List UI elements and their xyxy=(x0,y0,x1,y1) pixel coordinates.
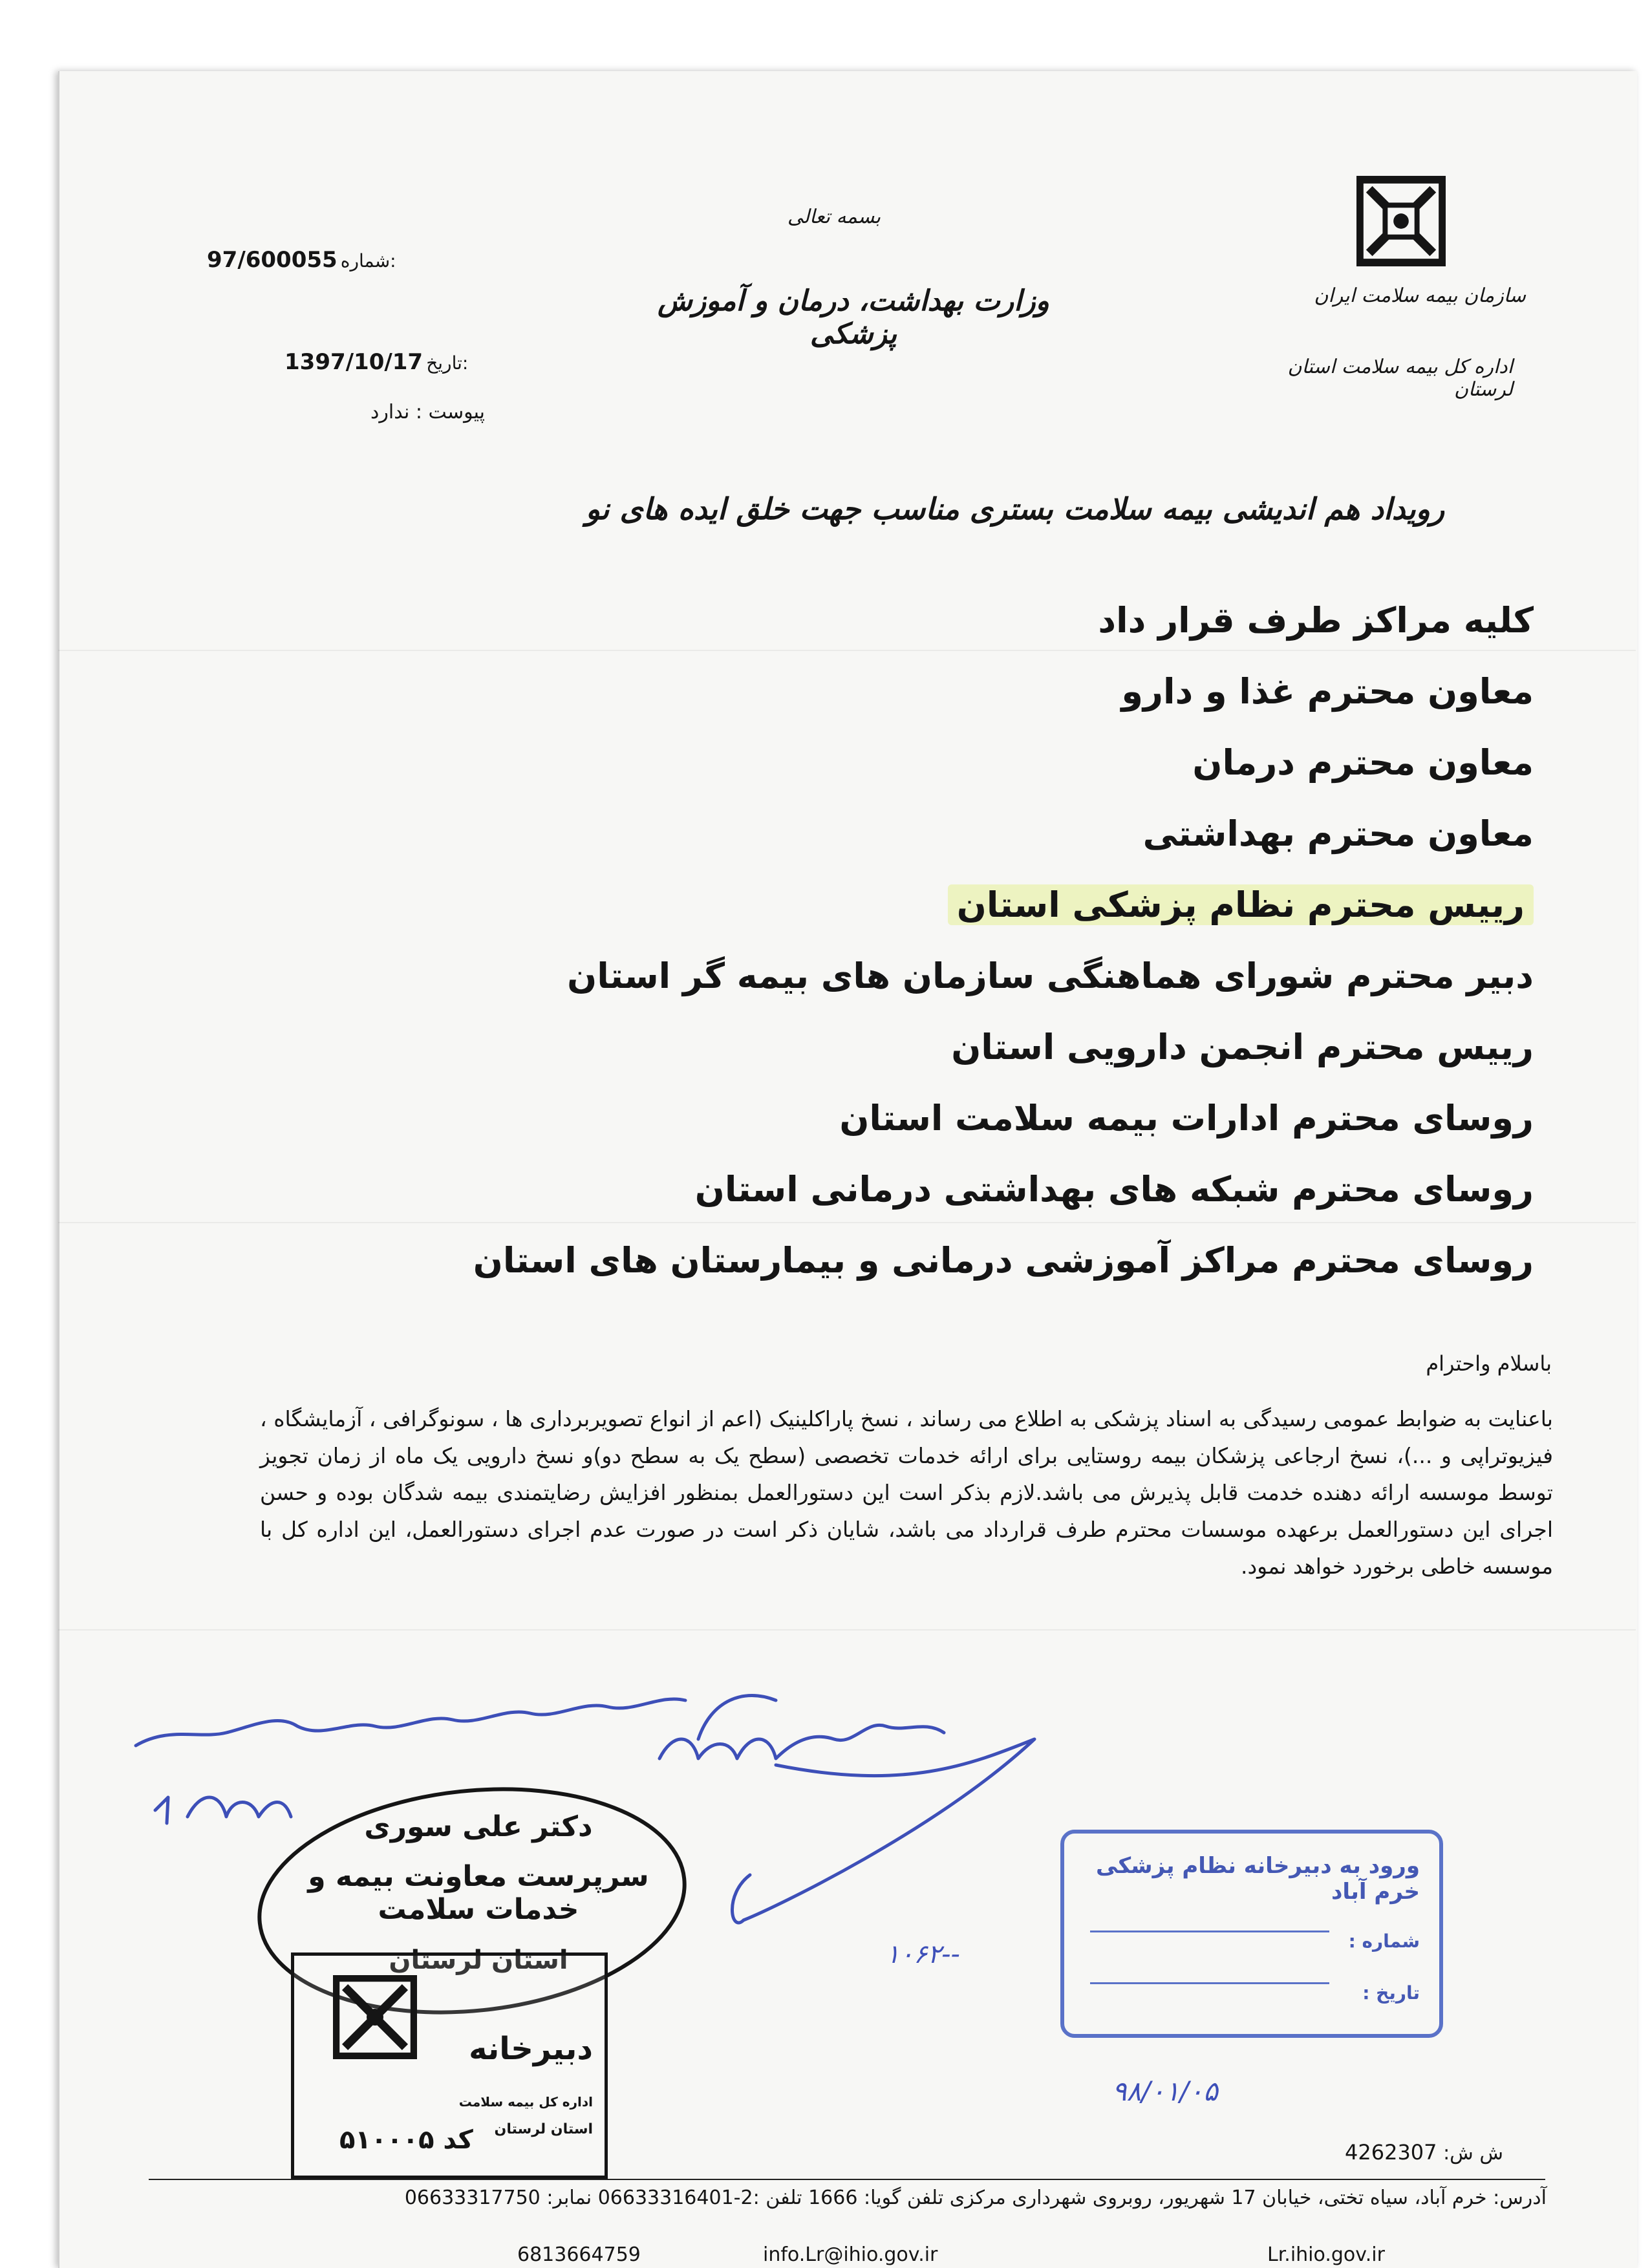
footer-postal-code: 6813664759 xyxy=(517,2243,641,2266)
receipt-number-label: شماره : xyxy=(1348,1931,1420,1952)
attachment-label: پیوست : xyxy=(415,401,485,423)
letter-subject: رویداد هم اندیشی بیمه سلامت بستری مناسب جهت خلق ایده های نو xyxy=(585,491,1445,526)
footer-divider xyxy=(149,2179,1545,2180)
receipt-date-line xyxy=(1090,1982,1329,1984)
letter-number-label: شماره: xyxy=(340,250,396,272)
signature-block xyxy=(297,1810,659,1975)
org-name: سازمان بیمه سلامت ایران xyxy=(1314,284,1526,307)
recipient: معاون محترم غذا و دارو xyxy=(1121,671,1534,712)
greeting: باسلام واحترام xyxy=(1426,1351,1552,1376)
recipient-highlighted xyxy=(241,870,1534,941)
stamp-code: کد ۵۱۰۰۰۵ xyxy=(339,2125,473,2155)
letter-date-label: تاریخ: xyxy=(426,352,469,374)
insurance-logo-icon xyxy=(1356,176,1446,266)
handwritten-number: ۱۰۶۲-- xyxy=(886,1940,960,1969)
stamp-org: اداره کل بیمه سلامت xyxy=(458,2094,593,2110)
recipient-highlight: رییس محترم نظام پزشکی استان xyxy=(948,884,1534,925)
recipients-list xyxy=(241,585,1534,1296)
secretariat-stamp xyxy=(291,1952,608,2179)
insurance-logo-icon xyxy=(333,1975,417,2059)
ministry-title: وزارت بهداشت، درمان و آموزش پزشکی xyxy=(658,284,1049,350)
registration-label: ش ش: xyxy=(1443,2142,1503,2165)
recipient: روسای محترم ادارات بیمه سلامت استان xyxy=(839,1098,1534,1139)
registration-number: 4262307 xyxy=(1345,2140,1437,2165)
recipient: معاون محترم درمان xyxy=(1192,742,1534,783)
signatory-province: استان لرستان xyxy=(389,1945,568,1975)
handwritten-date: ۹۸/۰۱/۰۵ xyxy=(1112,2075,1218,2107)
receipt-stamp xyxy=(1060,1830,1443,2038)
footer-website[interactable]: Lr.ihio.gov.ir xyxy=(1267,2243,1385,2266)
letter-body: باعنایت به ضوابط عمومی رسیدگی به اسناد پزشکی به اطلاع می رساند ، نسخ پاراکلینیک (اعم از انواع تصویربرداری ها ، سونوگرافی ، آزمایشگاه ، فیزیوتراپی و ...)، نسخ ارجاعی پزشکان بیمه روستایی برای ارائه خدمات تخصصی (سطح یک به سطح دو)و نسخ دارویی یک ماه از زمان تجویز توسط موسسه ارائه دهنده خدمت قابل پذیرش می باشد.لازم بذکر است این دستورالعمل بمنظور افزایش رضایتمندی بیمه شدگان بوده و حسن اجرای این دستورالعمل برعهده موسسات محترم طرف قرارداد می باشد، شایان ذکر است در صورت عدم اجرای دستورالعمل، این اداره کل با موسسه خاطی برخورد خواهد نمود. xyxy=(260,1406,1553,1579)
recipient: کلیه مراکز طرف قرار داد xyxy=(1098,600,1534,641)
recipient: دبیر محترم شورای هماهنگی سازمان های بیمه گر استان xyxy=(567,956,1534,996)
letter-number xyxy=(207,247,396,273)
letter-number-value: 97/600055 xyxy=(207,247,338,273)
footer-address: آدرس: خرم آباد، سیاه تختی، خیابان 17 شهریور، روبروی شهرداری مرکزی تلفن گویا: 1666 تلفن :2-06633316401 نمابر: 06633317750 xyxy=(404,2187,1547,2209)
stamp-province: استان لرستان xyxy=(494,2121,593,2137)
signatory-name: دکتر علی سوری xyxy=(364,1810,593,1843)
stamp-title: دبیرخانه xyxy=(469,2031,593,2067)
org-department: اداره کل بیمه سلامت استان لرستان xyxy=(1287,356,1513,401)
footer-email[interactable]: info.Lr@ihio.gov.ir xyxy=(763,2243,938,2266)
recipient: روسای محترم شبکه های بهداشتی درمانی استان xyxy=(694,1169,1534,1210)
recipient: رییس محترم انجمن دارویی استان xyxy=(951,1027,1534,1067)
receipt-stamp-title: ورود به دبیرخانه نظام پزشکی خرم آباد xyxy=(1095,1853,1420,1905)
signatory-title: سرپرست معاونت بیمه و خدمات سلامت xyxy=(308,1860,649,1926)
attachment xyxy=(304,401,485,423)
letter-date-value: 1397/10/17 xyxy=(284,349,423,375)
paper-fold xyxy=(58,1629,1636,1631)
bismillah: بسمه تعالی xyxy=(787,206,881,228)
receipt-date-label: تاریخ : xyxy=(1362,1982,1420,2004)
recipient: روسای محترم مراکز آموزشی درمانی و بیمارستان های استان xyxy=(473,1240,1534,1281)
recipient: معاون محترم بهداشتی xyxy=(1142,813,1534,854)
letter-date xyxy=(284,349,468,375)
attachment-value: ندارد xyxy=(370,401,410,423)
receipt-number-line xyxy=(1090,1931,1329,1932)
